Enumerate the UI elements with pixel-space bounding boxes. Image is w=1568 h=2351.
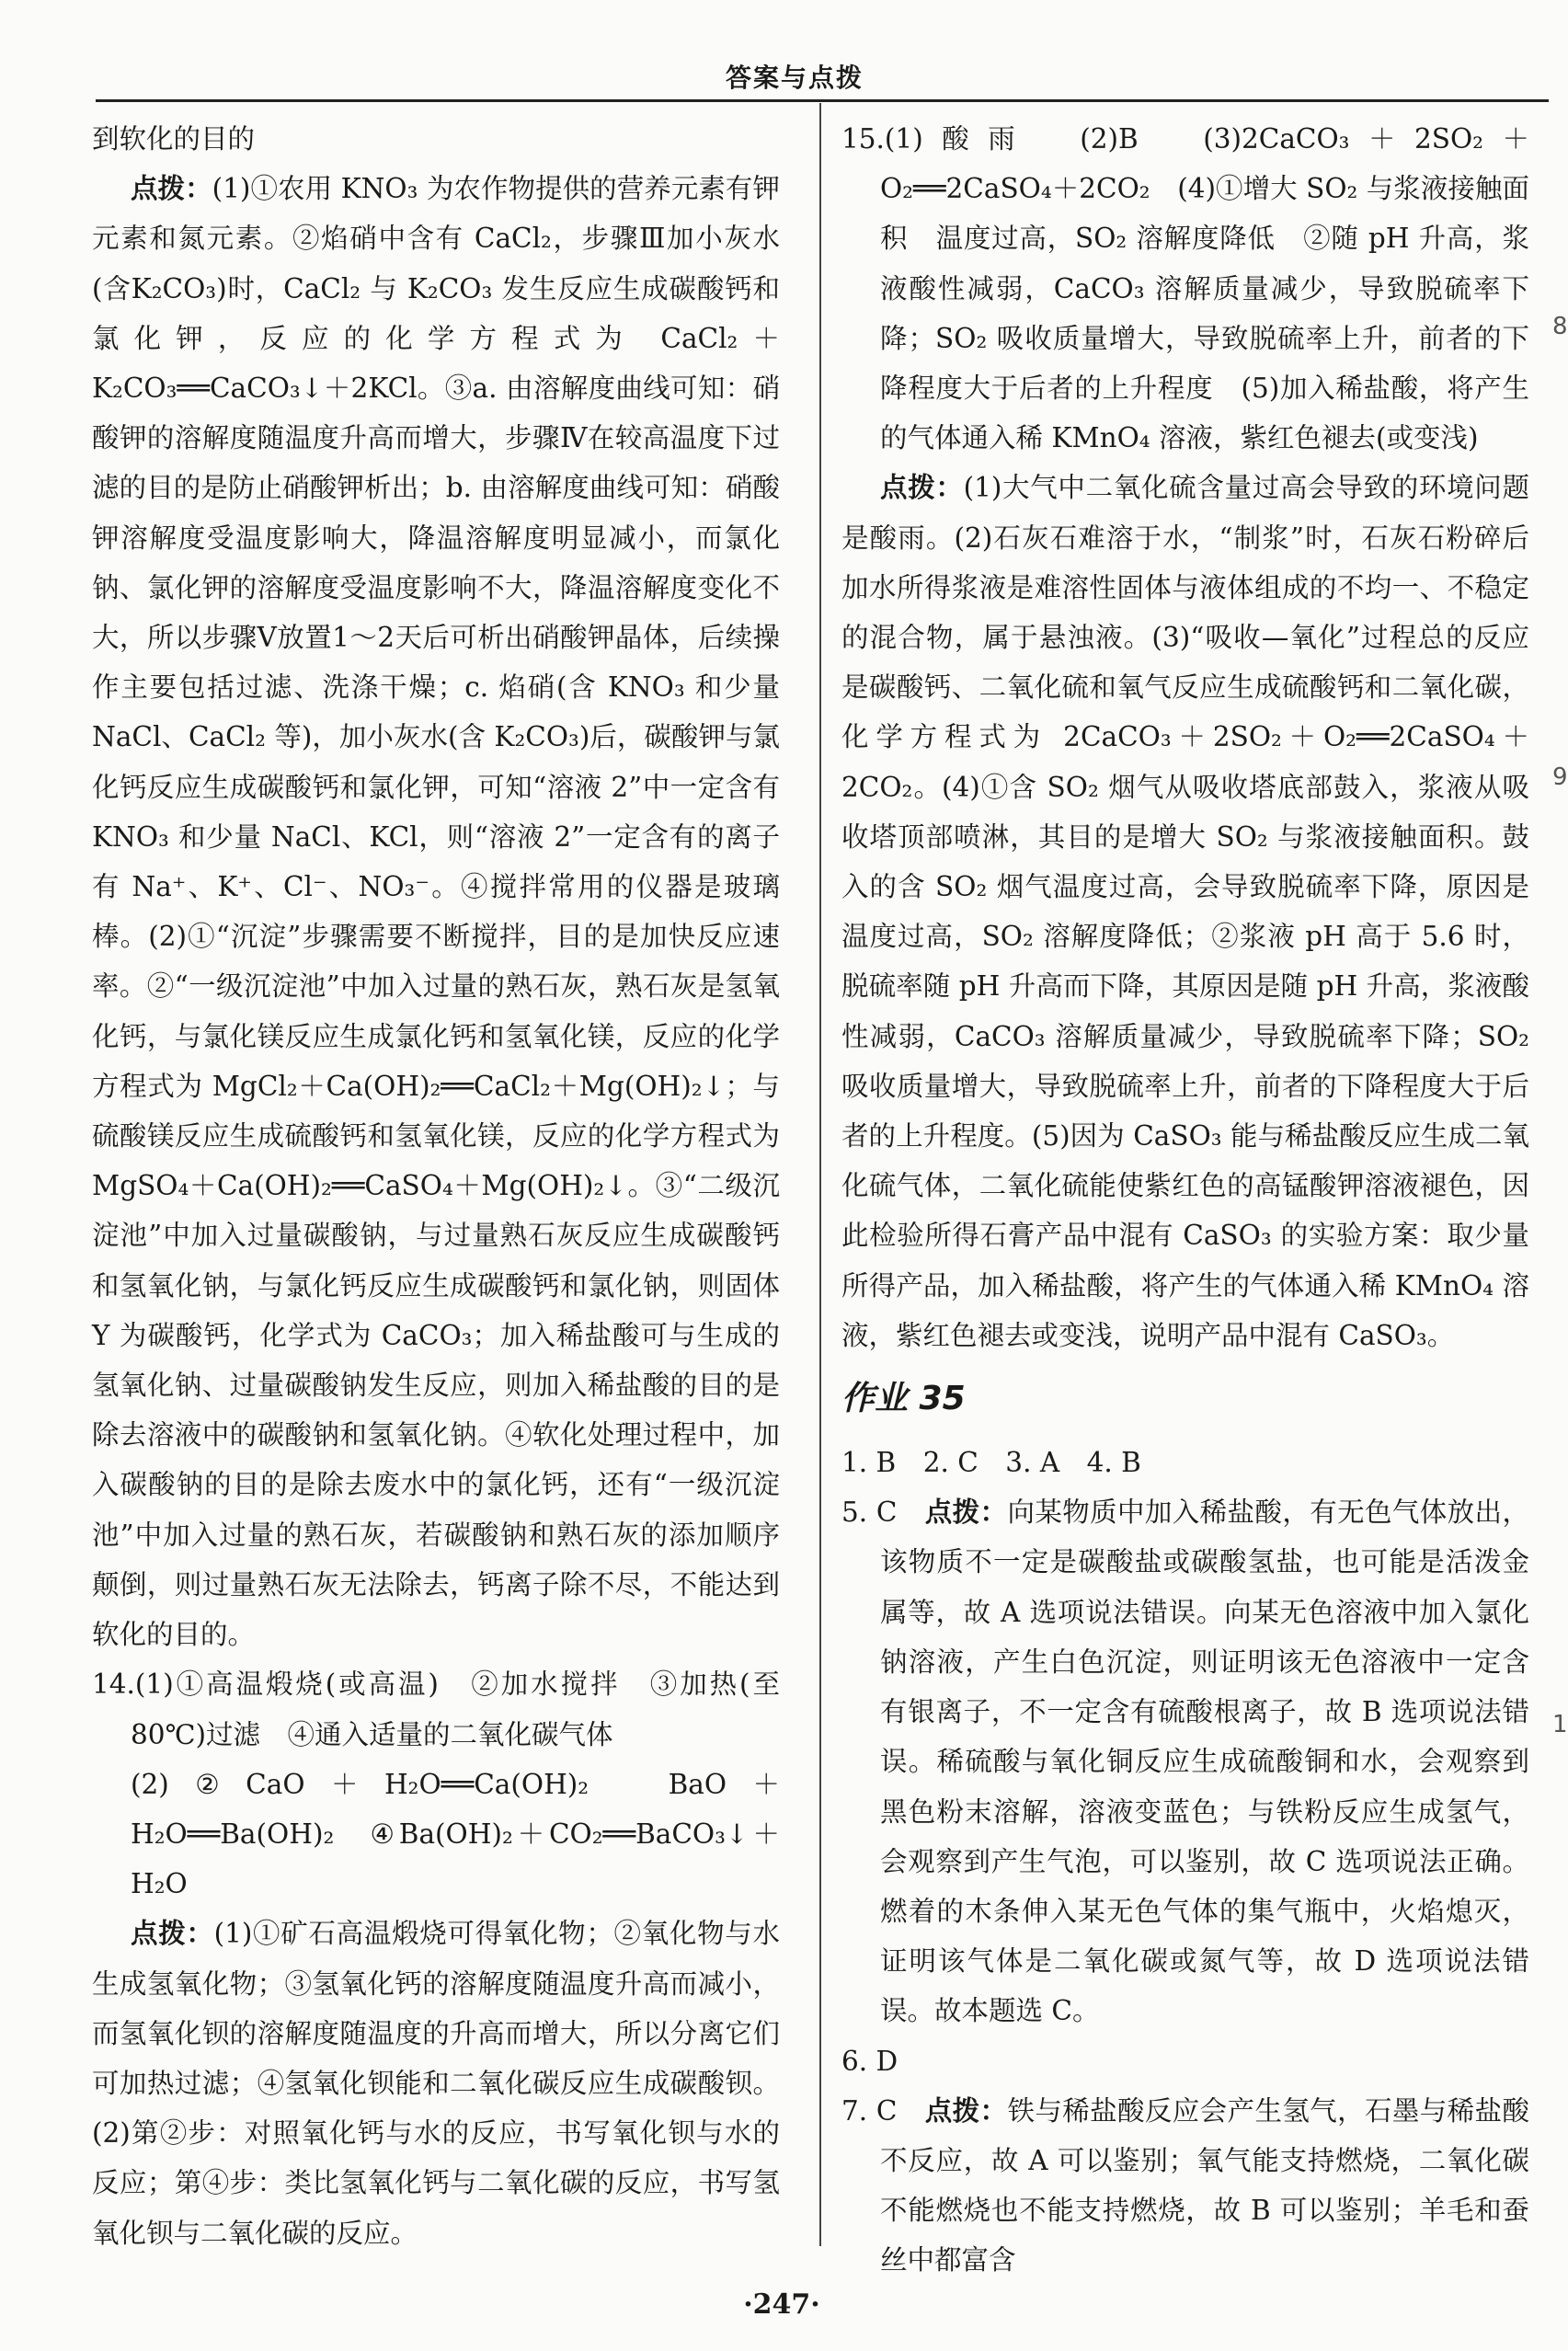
answer-number: 5. C	[841, 1497, 898, 1529]
column-divider	[819, 103, 821, 2246]
tip-paragraph	[92, 1909, 780, 2257]
answer-5	[841, 1487, 1529, 2036]
header-rule	[96, 99, 1549, 102]
tip-text: (1)大气中二氧化硫含量过高会导致的环境问题是酸雨。(2)石灰石难溶于水，“制浆”时，石灰石粉碎后加水所得浆液是难溶性固体与液体组成的不均一、不稳定的混合物，属于悬浊液。(3)“吸收—氧化”过程总的反应是碳酸钙、二氧化硫和氧气反应生成硫酸钙和二氧化碳，化学方程式为 2CaCO₃＋2SO₂＋O₂══2CaSO₄＋2CO₂。(4)①含 SO₂ 烟气从吸收塔底部鼓入，浆液从吸收塔顶部喷淋，其目的是增大 SO₂ 与浆液接触面积。鼓入的含 SO₂ 烟气温度过高，会导致脱硫率下降，原因是温度过高，SO₂ 溶解度降低；②浆液 pH 高于 5.6 时，脱硫率随 pH 升高而下降，其原因是随 pH 升高，浆液酸性减弱，CaCO₃ 溶解质量减少，导致脱硫率下降；SO₂ 吸收质量增大，导致脱硫率上升，前者的下降程度大于后者的上升程度。(5)因为 CaSO₃ 能与稀盐酸反应生成二氧化硫气体，二氧化硫能使紫红色的高锰酸钾溶液褪色，因此检验所得石膏产品中混有 CaSO₃ 的实验方案：取少量所得产品，加入稀盐酸，将产生的气体通入稀 KMnO₄ 溶液，紫红色褪去或变浅，说明产品中混有 CaSO₃。	[841, 472, 1529, 1351]
left-cont: 到软化的目的	[92, 123, 256, 155]
answer-number: 15.	[841, 123, 885, 155]
section-title: 作业 35	[841, 1380, 966, 1418]
tip-label: 点拨：	[131, 173, 212, 205]
answer-number: 6. D	[841, 2045, 898, 2077]
tip-text: (1)①农用 KNO₃ 为农作物提供的营养元素有钾元素和氮元素。②焰硝中含有 CaCl₂，步骤Ⅲ加小灰水(含K₂CO₃)时，CaCl₂ 与 K₂CO₃ 发生反应生成碳酸钙和氯化钾，反应的化学方程式为 CaCl₂＋K₂CO₃══CaCO₃↓＋2KCl。③a. 由溶解度曲线可知：硝酸钾的溶解度随温度升高而增大，步骤Ⅳ在较高温度下过滤的目的是防止硝酸钾析出；b. 由溶解度曲线可知：硝酸钾溶解度受温度影响大，降温溶解度明显减小，而氯化钠、氯化钾的溶解度受温度影响不大，降温溶解度变化不大，所以步骤Ⅴ放置1～2天后可析出硝酸钾晶体，后续操作主要包括过滤、洗涤干燥；c. 焰硝(含 KNO₃ 和少量 NaCl、CaCl₂ 等)，加小灰水(含 K₂CO₃)后，碳酸钾与氯化钙反应生成碳酸钙和氯化钾，可知“溶液 2”中一定含有 KNO₃ 和少量 NaCl、KCl，则“溶液 2”一定含有的离子有 Na⁺、K⁺、Cl⁻、NO₃⁻。④搅拌常用的仪器是玻璃棒。(2)①“沉淀”步骤需要不断搅拌，目的是加快反应速率。②“一级沉淀池”中加入过量的熟石灰，熟石灰是氢氧化钙，与氯化镁反应生成氯化钙和氢氧化镁，反应的化学方程式为 MgCl₂＋Ca(OH)₂══CaCl₂＋Mg(OH)₂↓；与硫酸镁反应生成硫酸钙和氢氧化镁，反应的化学方程式为 MgSO₄＋Ca(OH)₂══CaSO₄＋Mg(OH)₂↓。③“二级沉淀池”中加入过量碳酸钠，与过量熟石灰反应生成碳酸钙和氢氧化钠，与氯化钙反应生成碳酸钙和氯化钠，则固体 Y 为碳酸钙，化学式为 CaCO₃；加入稀盐酸可与生成的氢氧化钠、过量碳酸钠发生反应，则加入稀盐酸的目的是除去溶液中的碳酸钠和氢氧化钠。④软化处理过程中，加入碳酸钠的目的是除去废水中的氯化钙，还有“一级沉淀池”中加入过量的熟石灰，若碳酸钠和熟石灰的添加顺序颠倒，则过量熟石灰无法除去，钙离子除不尽，不能达到软化的目的。	[92, 173, 780, 1651]
edge-mark: 9	[1552, 763, 1568, 791]
edge-mark: 1	[1552, 1711, 1568, 1738]
answer-number: 7. C	[841, 2094, 898, 2127]
answer-number: 14.	[92, 1669, 135, 1701]
tip-text: (1)①矿石高温煅烧可得氧化物；②氧化物与水生成氢氧化物；③氢氧化钙的溶解度随温度升高而减小，而氢氧化钡的溶解度随温度的升高而增大，所以分离它们可加热过滤；④氢氧化钡能和二氧化碳反应生成碳酸钡。(2)第②步：对照氧化钙与水的反应，书写氧化钡与水的反应；第④步：类比氢氧化钙与二氧化碳的反应，书写氢氧化钡与二氧化碳的反应。	[92, 1918, 780, 2249]
answer-text: 向某物质中加入稀盐酸，有无色气体放出，该物质不一定是碳酸盐或碳酸氢盐，也可能是活泼金属等，故 A 选项说法错误。向某无色溶液中加入氯化钠溶液，产生白色沉淀，则证明该无色溶液中一定含有银离子，不一定含有硫酸根离子，故 B 选项说法错误。稀硫酸与氧化铜反应生成硫酸铜和水，会观察到黑色粉末溶解，溶液变蓝色；与铁粉反应生成氢气，会观察到产生气泡，可以鉴别，故 C 选项说法正确。燃着的木条伸入某无色气体的集气瓶中，火焰熄灭，证明该气体是二氧化碳或氮气等，故 D 选项说法错误。故本题选 C。	[880, 1497, 1529, 2027]
answer-14	[92, 1659, 780, 1759]
answer-6	[841, 2036, 1529, 2086]
answer-14-cont: (2)②CaO＋H₂O══Ca(OH)₂ BaO＋H₂O══Ba(OH)₂ ④Ba(OH)₂＋CO₂══BaCO₃↓＋H₂O	[131, 1768, 780, 1900]
tip-label: 点拨：	[131, 1918, 214, 1950]
tip-paragraph	[92, 164, 780, 1659]
answer-text: 铁与稀盐酸反应会产生氢气，石墨与稀盐酸不反应，故 A 可以鉴别；氧气能支持燃烧，二氧化碳不能燃烧也不能支持燃烧，故 B 可以鉴别；羊毛和蚕丝中都富含	[880, 2094, 1529, 2276]
answer-text: (1)酸雨 (2)B (3)2CaCO₃＋2SO₂＋O₂══2CaSO₄＋2CO₂ (4)①增大 SO₂ 与浆液接触面积 温度过高，SO₂ 溶解度降低 ②随 pH 升高，浆液酸性减弱，CaCO₃ 溶解质量减少，导致脱硫率下降；SO₂ 吸收质量增大，导致脱硫率上升，前者的下降程度大于后者的上升程度 (5)加入稀盐酸，将产生的气体通入稀 KMnO₄ 溶液，紫红色褪去(或变浅)	[880, 123, 1529, 454]
answer-text: (1)①高温煅烧(或高温) ②加水搅拌 ③加热(至80℃)过滤 ④通入适量的二氧化碳气体	[131, 1669, 780, 1750]
answer-list: 1. B 2. C 3. A 4. B	[841, 1447, 1141, 1479]
answer-7	[841, 2086, 1529, 2286]
tip-label: 点拨：	[924, 2094, 1008, 2127]
tip-label: 点拨：	[880, 472, 964, 504]
tip-label: 点拨：	[924, 1497, 1008, 1529]
right-column	[841, 114, 1529, 2286]
answer-15	[841, 114, 1529, 463]
edge-mark: 8	[1552, 313, 1568, 340]
page-header: 答案与点拨	[725, 63, 864, 93]
tip-paragraph	[841, 463, 1529, 1360]
left-column	[92, 114, 780, 2258]
page-number: ·247·	[743, 2288, 820, 2321]
